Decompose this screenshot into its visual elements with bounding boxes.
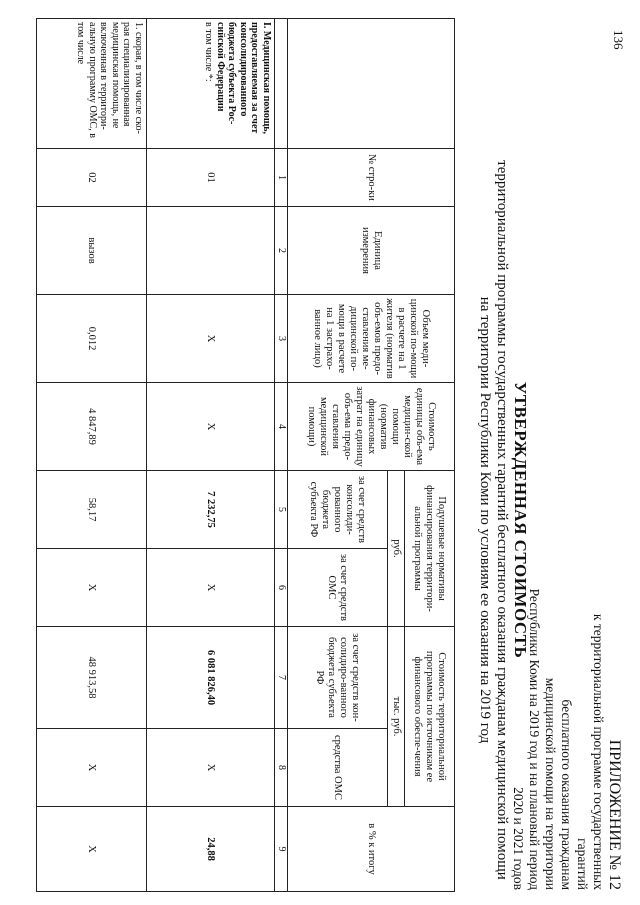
col-num: 3 (275, 295, 288, 383)
header-unit: Единица измерения (288, 207, 455, 295)
header-unit-cost: Стоимость единицы объ-ема медицин-ской помощи (норматив финансовых затрат на единицу объ-ема предо-ставления медицинской помощи) (288, 383, 455, 471)
col-num: 4 (275, 383, 288, 471)
row-number: 02 (37, 149, 147, 207)
row-label (147, 19, 275, 149)
row-label-rest: 1. скорая, в том числе ско-рая специализированная медицинская помощь, не включенная в территори-альную программу ОМС, в том числе (75, 22, 144, 138)
row-cost: Х (147, 383, 275, 471)
row-cost-budget: 6 081 826,40 (147, 627, 275, 729)
header-blank (288, 19, 455, 149)
row-pc-oms: Х (37, 549, 147, 627)
header-row-number: № стро-ки (288, 149, 455, 207)
header-volume: Объем меди-цинской по-мощи в расчете на 1 жителя (норматив объ-емов предо-ставления ме-дицинской по-мощи в расчете на 1 застрахо-ванное лицо) (288, 295, 455, 383)
header-per-capita: Подушевые нормативы финансирования территори-альной программы (405, 471, 455, 627)
appendix-line-2: бесплатного оказания гражданам (559, 699, 574, 890)
column-number-row (275, 19, 288, 892)
row-label-bold: I. Медицинская помощь, предоставляемая за счет консолидированного бюджета субъекта Рос-сийской Федерации (215, 22, 272, 135)
header-percent: в % к итогу (288, 807, 455, 892)
title-sub-2: на территории Республики Коми по условиям ее оказания на 2019 год (477, 296, 493, 744)
row-pc-oms: Х (147, 549, 275, 627)
header-program-cost-unit: тыс. руб. (388, 627, 405, 807)
col-num: 2 (275, 207, 288, 295)
row-cost-oms: Х (147, 729, 275, 807)
row-volume: Х (147, 295, 275, 383)
appendix-heading: ПРИЛОЖЕНИЕ № 12 (606, 739, 623, 890)
header-cost-oms: средства ОМС (288, 729, 388, 807)
header-cost-budget: за счет средств кон-солидиро-ванного бюджета субъекта РФ (288, 627, 388, 729)
header-program-cost: Стоимость территориальной программы по источникам ее финансового обеспе-чения (405, 627, 455, 807)
col-num: 7 (275, 627, 288, 729)
col-num: 8 (275, 729, 288, 807)
row-unit (147, 207, 275, 295)
cost-table (36, 18, 455, 892)
row-volume: 0,012 (37, 295, 147, 383)
row-number: 01 (147, 149, 275, 207)
row-label (37, 19, 147, 149)
row-pc-budget: 7 232,75 (147, 471, 275, 549)
header-per-capita-unit: руб. (388, 471, 405, 627)
row-cost: 4 847,89 (37, 383, 147, 471)
table-row (147, 19, 275, 892)
document-title (476, 140, 530, 900)
col-num: 5 (275, 471, 288, 549)
row-cost-oms: Х (37, 729, 147, 807)
appendix-line-4: Республики Коми на 2019 год и на плановый период 2020 и 2021 годов (511, 588, 542, 890)
appendix-line-3: медицинской помощи на территории (543, 677, 558, 890)
row-label-rest: в том числе *: (203, 22, 215, 82)
row-cost-budget: 48 913,58 (37, 627, 147, 729)
col-num: 9 (275, 807, 288, 892)
header-pc-oms: за счет средств ОМС (288, 549, 388, 627)
row-unit: вызов (37, 207, 147, 295)
row-pc-budget: 58,17 (37, 471, 147, 549)
appendix-line-1: к территориальной программе государственных гарантий (575, 613, 606, 890)
row-percent: Х (37, 807, 147, 892)
title-main: УТВЕРЖДЕННАЯ СТОИМОСТЬ (511, 381, 530, 659)
title-sub-1: территориальной программы государственных гарантий бесплатного оказания гражданам медицинской помощи (494, 160, 510, 880)
page-number: 136 (611, 30, 626, 50)
header-pc-budget: за счет средств консолиди-рованного бюджета субъекта РФ (288, 471, 388, 549)
row-percent: 24,88 (147, 807, 275, 892)
table-row (37, 19, 147, 892)
col-num-blank (275, 19, 288, 149)
col-num: 1 (275, 149, 288, 207)
col-num: 6 (275, 549, 288, 627)
